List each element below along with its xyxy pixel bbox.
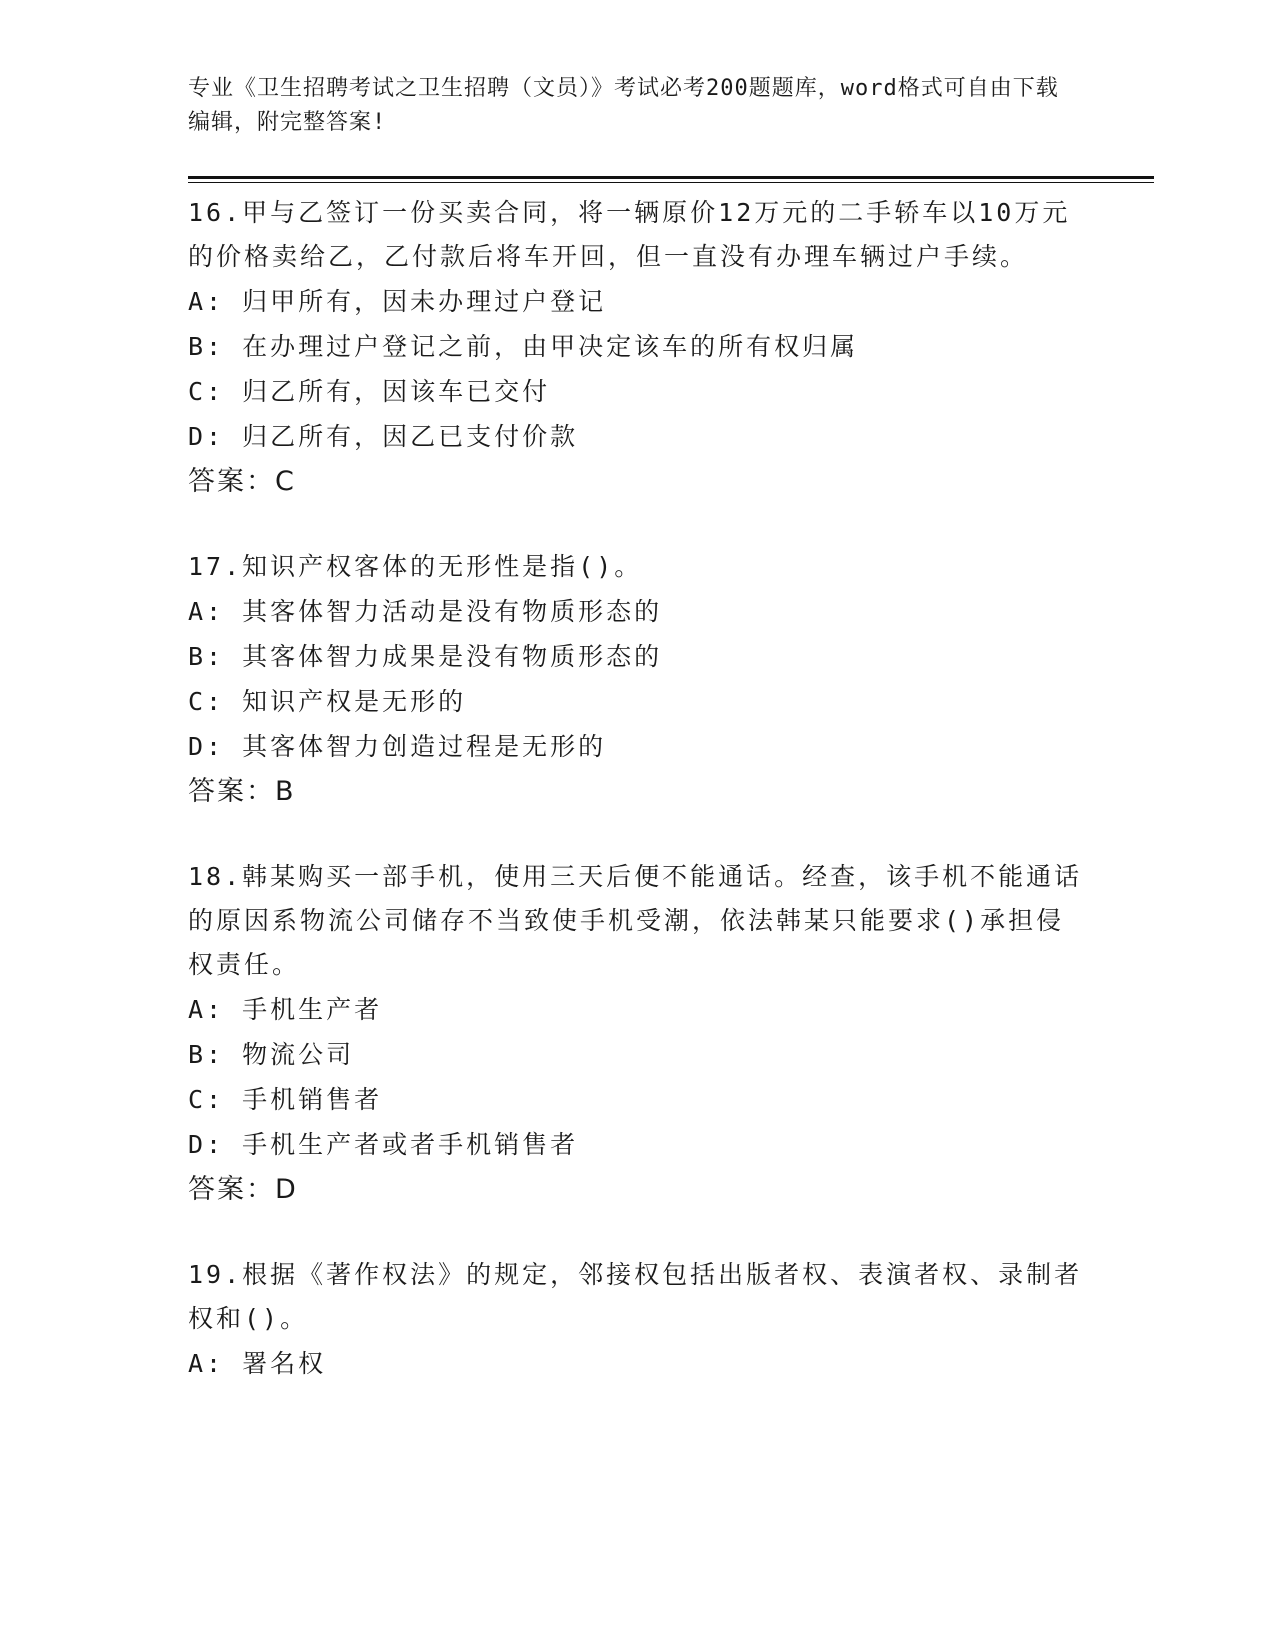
- header-title: 专业《卫生招聘考试之卫生招聘（文员）》考试必考200题题库，word格式可自由下载编辑，附完整答案!: [188, 76, 1059, 135]
- document-header: [188, 72, 1068, 140]
- option-a: A: 署名权: [188, 1349, 327, 1378]
- option-a: A: 手机生产者: [188, 995, 383, 1024]
- question-list: [188, 191, 1088, 1426]
- header-divider-thin: [188, 182, 1154, 183]
- question-stem: 19.根据《著作权法》的规定，邻接权包括出版者权、表演者权、录制者权和()。: [188, 1260, 1083, 1333]
- answer-label: 答案：C: [188, 466, 296, 497]
- question-17: [188, 545, 1088, 815]
- option-c: C: 手机销售者: [188, 1085, 383, 1114]
- option-b: B: 在办理过户登记之前，由甲决定该车的所有权归属: [188, 332, 859, 361]
- answer-label: 答案：D: [188, 1174, 298, 1205]
- option-c: C: 归乙所有，因该车已交付: [188, 377, 551, 406]
- option-d: D: 其客体智力创造过程是无形的: [188, 732, 607, 761]
- question-18: [188, 855, 1088, 1213]
- option-d: D: 手机生产者或者手机销售者: [188, 1130, 579, 1159]
- option-a: A: 归甲所有，因未办理过户登记: [188, 287, 607, 316]
- answer-label: 答案：B: [188, 776, 296, 807]
- question-16: [188, 191, 1088, 505]
- option-c: C: 知识产权是无形的: [188, 687, 467, 716]
- option-b: B: 物流公司: [188, 1040, 355, 1069]
- question-stem: 17.知识产权客体的无形性是指()。: [188, 552, 643, 581]
- question-stem: 18.韩某购买一部手机，使用三天后便不能通话。经查，该手机不能通话的原因系物流公司储存不当致使手机受潮，依法韩某只能要求()承担侵权责任。: [188, 862, 1083, 979]
- header-divider-thick: [188, 176, 1154, 179]
- option-d: D: 归乙所有，因乙已支付价款: [188, 422, 579, 451]
- question-stem: 16.甲与乙签订一份买卖合同，将一辆原价12万元的二手轿车以10万元的价格卖给乙，乙付款后将车开回，但一直没有办理车辆过户手续。: [188, 198, 1071, 271]
- option-a: A: 其客体智力活动是没有物质形态的: [188, 597, 663, 626]
- question-19: [188, 1253, 1088, 1386]
- option-b: B: 其客体智力成果是没有物质形态的: [188, 642, 663, 671]
